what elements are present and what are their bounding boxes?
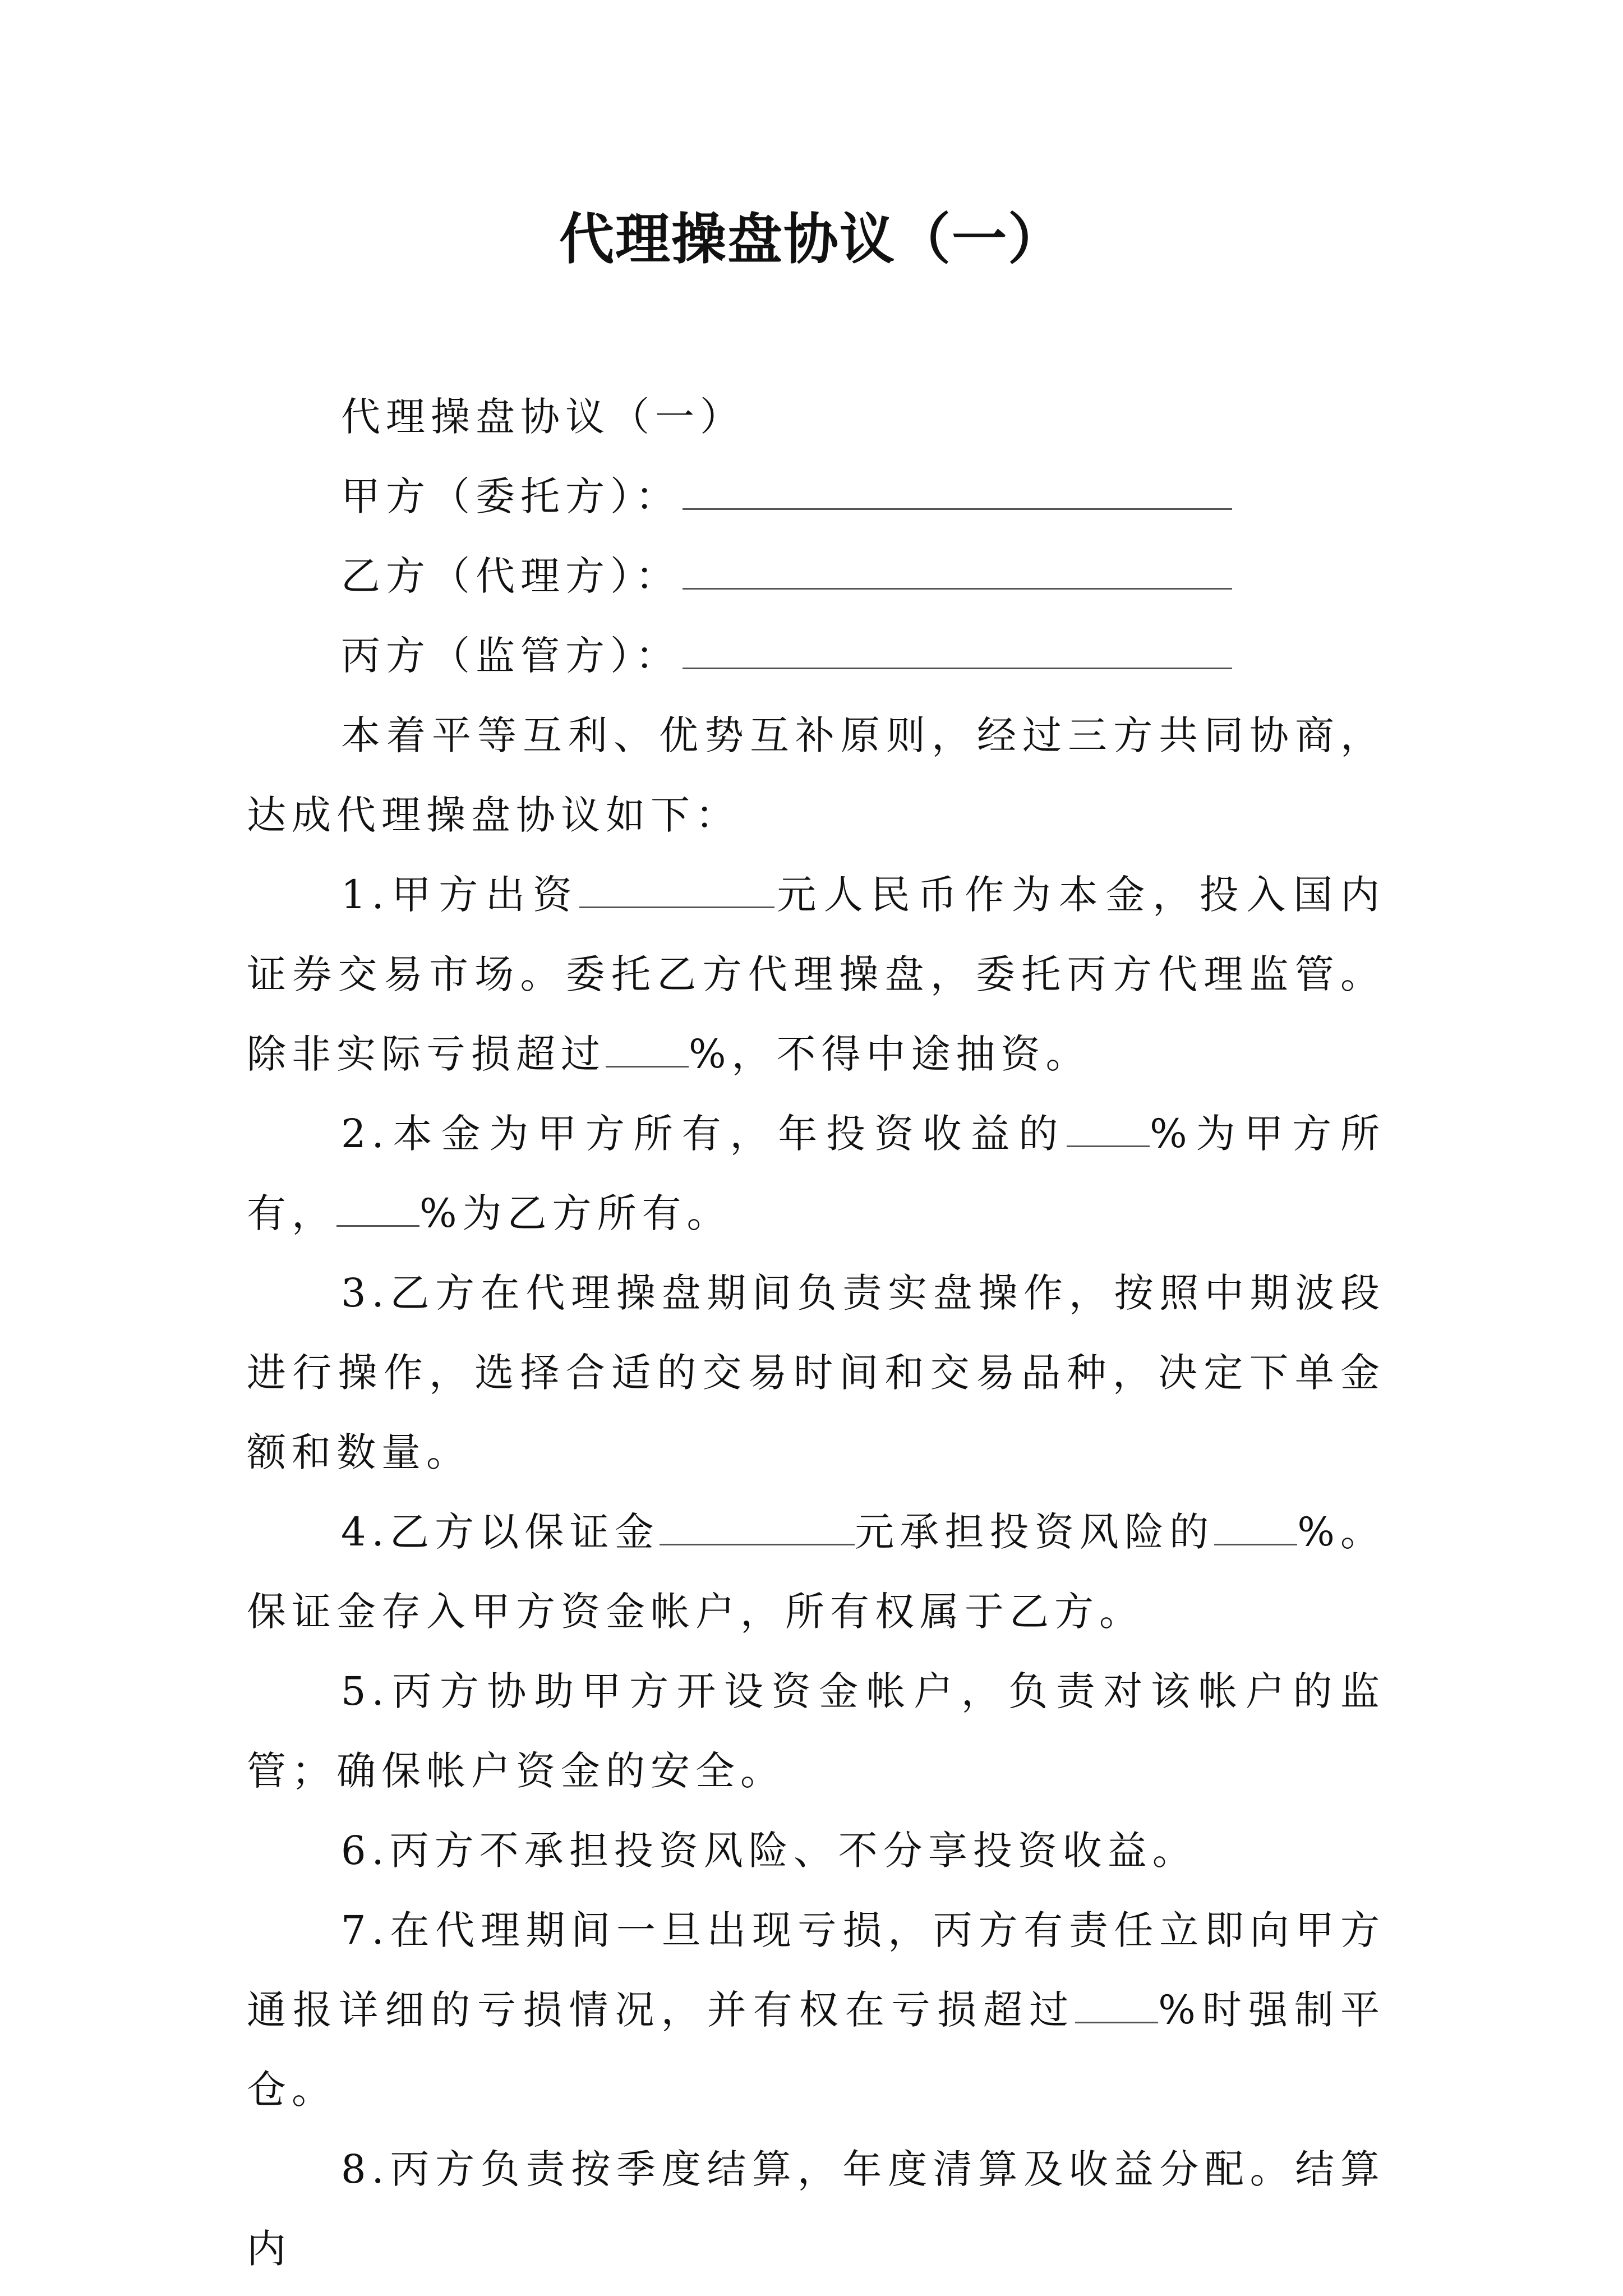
party-b-line [247,536,1385,616]
clause-1-text-c: %，不得中途抽资。 [689,1031,1091,1077]
party-a-label: 甲方（委托方）： [341,473,680,519]
clause-7-text-a: 7.在代理期间一旦出现亏损，丙方有责任立即向甲方通报详细的亏损情况，并有权在亏损超过 [247,1907,1385,2033]
party-a-blank[interactable] [683,476,1232,510]
forced-liquidation-percent-blank[interactable] [1075,1989,1158,2023]
clause-7 [247,1890,1385,2129]
clause-4-text-c: %。保证金存入甲方资金帐户，所有权属于乙方。 [247,1509,1386,1635]
party-c-line [247,616,1385,696]
party-b-blank[interactable] [683,555,1232,590]
risk-share-percent-blank[interactable] [1214,1511,1297,1545]
loss-limit-percent-blank[interactable] [606,1033,689,1068]
document-title: 代理操盘协议（一） [559,207,1064,272]
clause-2-text-b: %为甲方所有， [247,1111,1385,1236]
document-subtitle: 代理操盘协议（一） [341,394,745,440]
clause-1 [247,855,1385,1094]
clause-1-text-a: 1.甲方出资 [341,872,580,918]
party-b-share-percent-blank[interactable] [336,1193,419,1227]
clause-1-text-b: 元人民币作为本金，投入国内证券交易市场。委托乙方代理操盘，委托丙方代理监管。除非实际亏损超过 [247,872,1386,1077]
clause-7-text-b: %时强制平仓。 [247,1987,1386,2113]
preamble-paragraph: 本着平等互利、优势互补原则，经过三方共同协商，达成代理操盘协议如下： [247,712,1385,838]
clause-2-text-c: %为乙方所有。 [419,1190,732,1236]
clause-5: 5.丙方协助甲方开设资金帐户，负责对该帐户的监管；确保帐户资金的安全。 [247,1668,1385,1794]
clause-2 [247,1094,1385,1253]
document-body [247,377,1385,2289]
clause-8: 8.丙方负责按季度结算，年度清算及收益分配。结算内 [247,2146,1385,2272]
clause-4-text-a: 4.乙方以保证金 [341,1509,660,1555]
clause-4-text-b: 元承担投资风险的 [854,1509,1215,1555]
clause-6: 6.丙方不承担投资风险、不分享投资收益。 [341,1828,1197,1874]
party-c-blank[interactable] [683,635,1232,669]
capital-amount-blank[interactable] [579,874,774,908]
party-a-line [247,457,1385,536]
deposit-amount-blank[interactable] [660,1511,855,1545]
party-a-share-percent-blank[interactable] [1067,1113,1150,1147]
clause-2-text-a: 2.本金为甲方所有，年投资收益的 [341,1111,1067,1157]
party-b-label: 乙方（代理方）： [341,553,680,599]
party-c-label: 丙方（监管方）： [341,633,680,679]
clause-3: 3.乙方在代理操盘期间负责实盘操作，按照中期波段进行操作，选择合适的交易时间和交易品种，决定下单金额和数量。 [247,1270,1385,1475]
clause-4 [247,1492,1385,1651]
